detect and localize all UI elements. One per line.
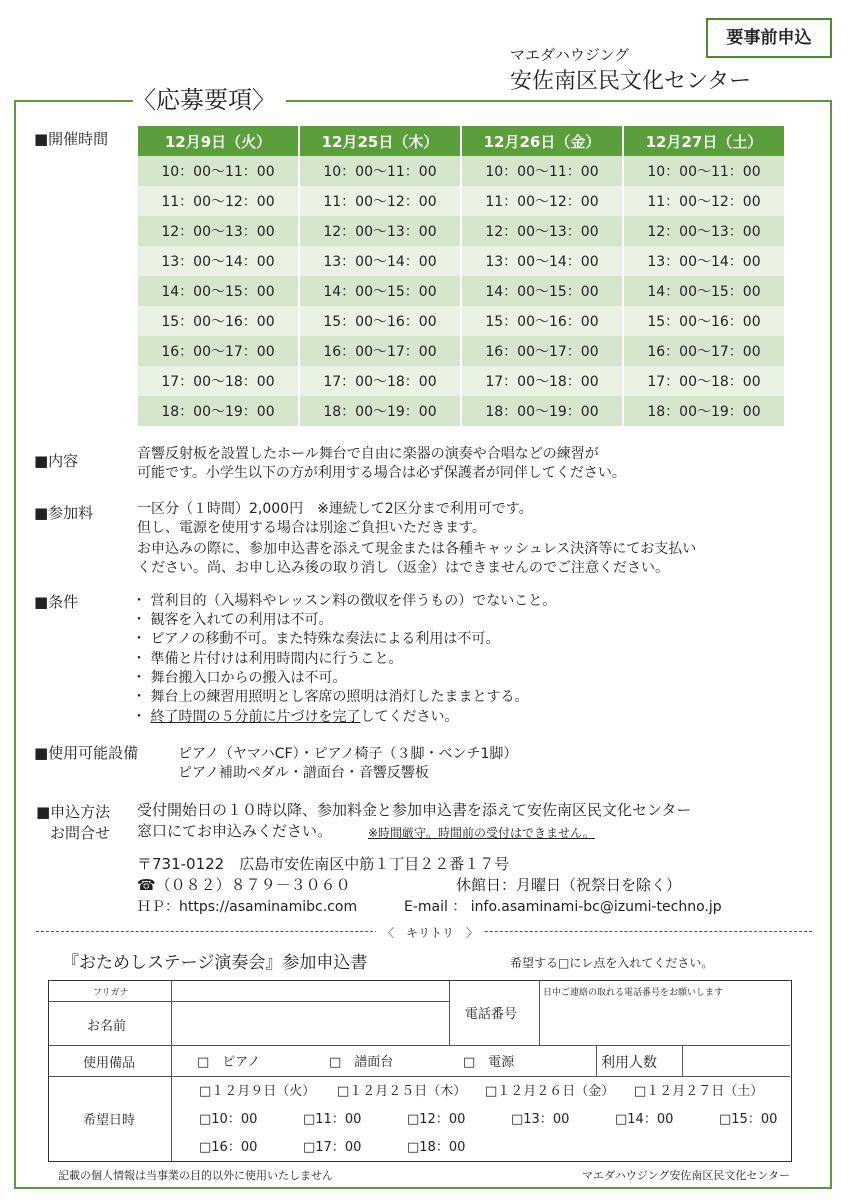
time-slot: 10：00～11：00 (138, 156, 298, 186)
equipment-label: ■使用可能設備 (34, 744, 139, 762)
time-slot: 16：00～17：00 (138, 336, 298, 366)
schedule-row (138, 186, 784, 216)
condition-item: ・ 舞台上の練習用照明とし客席の照明は消灯したままとする。 (132, 689, 529, 705)
time-slot: 14：00～15：00 (300, 276, 460, 306)
checkbox-date[interactable]: □１２月２５日（木） (337, 1084, 467, 1099)
time-slot: 10：00～11：00 (300, 156, 460, 186)
name-field[interactable] (173, 1003, 448, 1044)
closed-days: 休館日：月曜日（祝祭日を除く） (456, 876, 682, 894)
frame-border-top-right (286, 100, 832, 102)
time-slot: 18：00～19：00 (462, 396, 622, 426)
users-count-field[interactable] (684, 1047, 788, 1075)
fee-line: ください。尚、お申し込み後の取り消し（返金）はできませんのでご注意ください。 (137, 560, 669, 576)
condition-bullet: ・ (132, 709, 151, 725)
frame-border-top-left (14, 100, 133, 102)
frame-border-left (14, 100, 16, 1188)
checkbox-piano[interactable]: □ ピアノ (197, 1055, 261, 1070)
equipment-line: ピアノ（ヤマハCF）・ピアノ椅子（３脚・ベンチ1脚） (178, 746, 518, 762)
schedule-label: ■開催時間 (34, 130, 109, 148)
content-line: 可能です。小学生以下の方が利用する場合は必ず保護者が同伴してください。 (137, 465, 626, 481)
time-slot: 11：00～12：00 (300, 186, 460, 216)
time-slot: 11：00～12：00 (462, 186, 622, 216)
users-label: 利用人数 (601, 1055, 657, 1071)
conditions-label: ■条件 (34, 593, 79, 611)
checkbox-time[interactable]: □17：00 (303, 1140, 362, 1155)
condition-item: ・ 舞台搬入口からの搬入は不可。 (132, 670, 347, 686)
contact-label: お問合せ (50, 824, 111, 842)
schedule-date-header: 12月9日（火） (138, 126, 298, 156)
phone-number: ☎（０８２）８７９－３０６０ (137, 876, 351, 894)
time-slot: 18：00～19：00 (138, 396, 298, 426)
time-slot: 12：00～13：00 (624, 216, 784, 246)
time-slot: 16：00～17：00 (300, 336, 460, 366)
condition-item: ・ 準備と片付けは利用時間内に行うこと。 (132, 651, 403, 667)
checkbox-date[interactable]: □１２月２６日（金） (485, 1084, 615, 1099)
schedule-row (138, 156, 784, 186)
condition-item: ・ 営利目的（入場料やレッスン料の徴収を伴うもの）でないこと。 (132, 593, 557, 609)
time-slot: 11：00～12：00 (138, 186, 298, 216)
checkbox-date[interactable]: □１２月９日（火） (199, 1084, 316, 1099)
phone-label: 電話番号 (465, 1007, 518, 1022)
schedule-table (136, 126, 786, 426)
privacy-notice: 記載の個人情報は当事業の目的以外に使用いたしません (58, 1169, 333, 1182)
condition-item: ・ 観客を入れての利用は不可。 (132, 612, 333, 628)
time-slot: 13：00～14：00 (462, 246, 622, 276)
time-slot: 12：00～13：00 (462, 216, 622, 246)
apply-line: 受付開始日の１０時以降、参加料金と参加申込書を添えて安佐南区民文化センター (137, 801, 692, 819)
schedule-row (138, 366, 784, 396)
checkbox-date[interactable]: □１２月２７日（土） (634, 1084, 764, 1099)
schedule-row (138, 336, 784, 366)
condition-item: ・ ピアノの移動不可。また特殊な奏法による利用は不可。 (132, 631, 500, 647)
time-slot: 18：00～19：00 (300, 396, 460, 426)
time-slot: 10：00～11：00 (624, 156, 784, 186)
time-slot: 15：00～16：00 (138, 306, 298, 336)
desired-date-label: 希望日時 (83, 1113, 136, 1128)
time-slot: 13：00～14：00 (624, 246, 784, 276)
footer-organization: マエダハウジング安佐南区民文化センター (582, 1169, 790, 1182)
time-slot: 17：00～18：00 (138, 366, 298, 396)
time-slot: 17：00～18：00 (300, 366, 460, 396)
schedule-row (138, 306, 784, 336)
time-slot: 18：00～19：00 (624, 396, 784, 426)
apply-line: 窓口にてお申込みください。 (137, 822, 333, 840)
checkbox-time[interactable]: □11：00 (303, 1112, 362, 1127)
time-slot: 12：00～13：00 (138, 216, 298, 246)
time-slot: 14：00～15：00 (624, 276, 784, 306)
checkbox-time[interactable]: □14：00 (615, 1112, 674, 1127)
checkbox-time[interactable]: □10：00 (199, 1112, 258, 1127)
checkbox-time[interactable]: □15：00 (719, 1112, 778, 1127)
schedule-row (138, 216, 784, 246)
phone-field[interactable] (541, 1001, 789, 1044)
page-title: 〈応募要項〉 (132, 86, 276, 114)
cut-label: 〈 キリトリ 〉 (376, 924, 484, 941)
time-slot: 16：00～17：00 (462, 336, 622, 366)
form-rule (49, 1076, 790, 1077)
condition-underlined: 終了時間の５分前に片づけを完了 (150, 709, 361, 725)
time-slot: 13：00～14：00 (138, 246, 298, 276)
email-link[interactable]: E-mail ： info.asaminami-bc@izumi-techno.jp (404, 899, 722, 915)
checkbox-time[interactable]: □18：00 (407, 1140, 466, 1155)
sponsor-name: マエダハウジング (510, 46, 630, 64)
time-slot: 15：00～16：00 (300, 306, 460, 336)
apply-method-label: ■申込方法 (36, 803, 111, 821)
schedule-row (138, 396, 784, 426)
content-line: 音響反射板を設置したホール舞台で自由に楽器の演奏や合唱などの練習が (137, 446, 599, 462)
form-rule (49, 1001, 449, 1002)
form-title: 『おためしステージ演奏会』参加申込書 (62, 953, 368, 973)
time-slot: 14：00～15：00 (462, 276, 622, 306)
homepage-link[interactable]: ＨＰ：https://asaminamibc.com (137, 899, 358, 915)
time-slot: 12：00～13：00 (300, 216, 460, 246)
address: 〒731-0122 広島市安佐南区中筋１丁目２２番１７号 (137, 855, 510, 873)
frame-border-bottom (14, 1187, 832, 1189)
venue-name: 安佐南区民文化センター (510, 69, 752, 94)
form-rule (682, 1045, 683, 1076)
schedule-date-header: 12月25日（木） (300, 126, 460, 156)
name-label: お名前 (87, 1019, 127, 1034)
form-rule (171, 981, 172, 1161)
condition-item-last (132, 708, 458, 727)
furigana-label: フリガナ (93, 988, 129, 998)
form-rule (449, 981, 450, 1045)
condition-suffix: してください。 (360, 709, 459, 725)
fee-label: ■参加料 (34, 504, 94, 522)
pre-registration-badge: 要事前申込 (706, 18, 832, 58)
time-strict-note: ※時間厳守。時間前の受付はできません。 (368, 826, 595, 840)
form-rule (596, 1045, 597, 1076)
schedule-date-header: 12月26日（金） (462, 126, 622, 156)
furigana-field[interactable] (173, 982, 448, 1001)
time-slot: 14：00～15：00 (138, 276, 298, 306)
schedule-row (138, 276, 784, 306)
time-slot: 15：00～16：00 (624, 306, 784, 336)
checkbox-power[interactable]: □ 電源 (463, 1055, 515, 1070)
equipment-line: ピアノ補助ペダル・譜面台・音響反響板 (178, 765, 429, 781)
form-rule (49, 1045, 790, 1046)
frame-border-right (830, 100, 832, 1188)
fee-line: お申込みの際に、参加申込書を添えて現金または各種キャッシュレス決済等にてお支払い (137, 541, 697, 557)
application-form (48, 980, 792, 1162)
time-slot: 15：00～16：00 (462, 306, 622, 336)
content-label: ■内容 (34, 452, 79, 470)
form-instruction: 希望する□にレ点を入れてください。 (510, 956, 714, 970)
time-slot: 10：00～11：00 (462, 156, 622, 186)
checkbox-time[interactable]: □12：00 (407, 1112, 466, 1127)
checkbox-time[interactable]: □16：00 (199, 1140, 258, 1155)
schedule-row (138, 246, 784, 276)
form-rule (539, 981, 540, 1045)
time-slot: 11：00～12：00 (624, 186, 784, 216)
fee-line: 但し、電源を使用する場合は別途ご負担いただきます。 (137, 520, 486, 536)
fee-line: 一区分（１時間）2,000円 ※連続して2区分まで利用可です。 (137, 501, 533, 517)
equipment-use-label: 使用備品 (83, 1056, 136, 1071)
time-slot: 17：00～18：00 (462, 366, 622, 396)
time-slot: 16：00～17：00 (624, 336, 784, 366)
time-slot: 17：00～18：00 (624, 366, 784, 396)
schedule-date-header: 12月27日（土） (624, 126, 784, 156)
time-slot: 13：00～14：00 (300, 246, 460, 276)
checkbox-time[interactable]: □13：00 (511, 1112, 570, 1127)
checkbox-music-stand[interactable]: □ 譜面台 (329, 1055, 394, 1070)
phone-note: 日中ご連絡の取れる電話番号をお願いします (543, 988, 724, 998)
